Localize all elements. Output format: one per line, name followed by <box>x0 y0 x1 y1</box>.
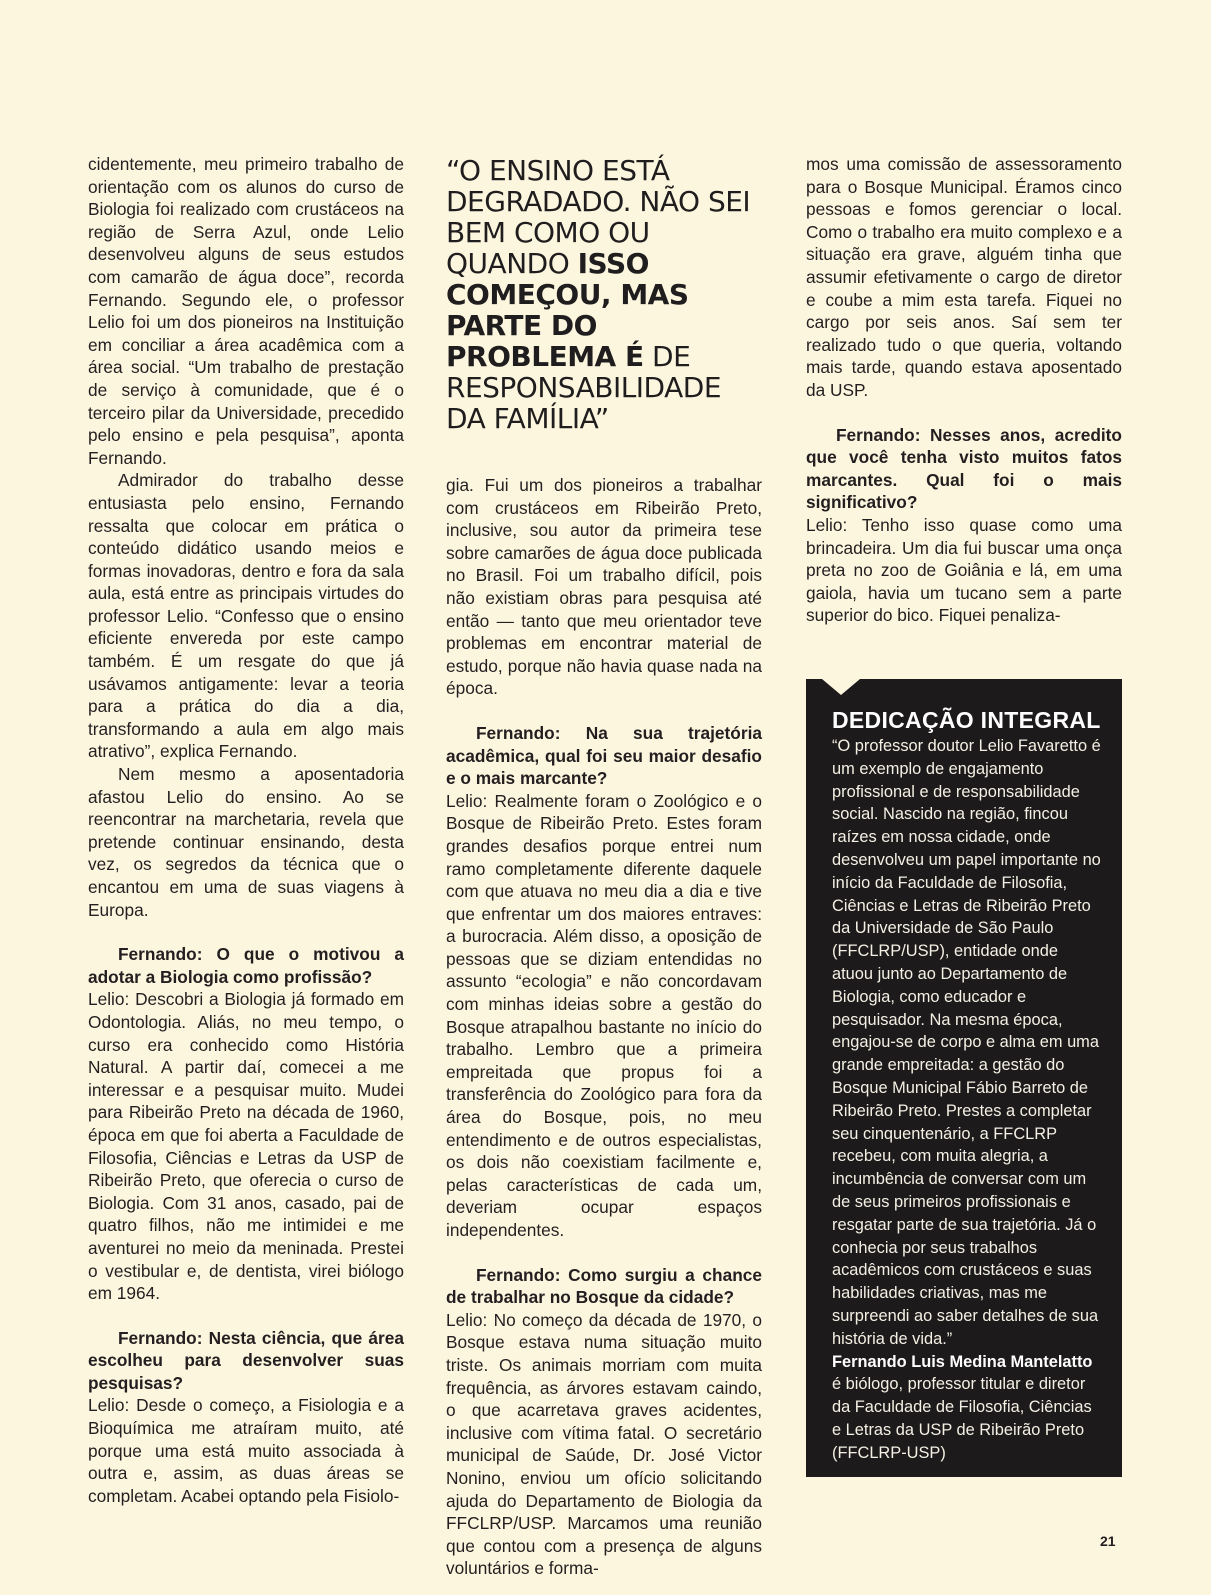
sidebar-box <box>806 679 1122 1477</box>
article-column-2 <box>446 153 762 1580</box>
paragraph: Admirador do trabalho desse entusiasta pelo ensino, Fernando ressalta que colocar em prática o conteúdo didático usando meios e formas inovadoras, dentro e fora da sala aula, está entre as principais virtudes do professor Lelio. “Confesso que o ensino eficiente envereda por este campo também. É um resgate do que já usávamos antigamente: levar a teoria para a prática do dia a dia, transformando a aula em algo mais atrativo”, explica Fernando. <box>88 470 404 762</box>
interview-answer: Lelio: Desde o começo, a Fisiologia e a Bioquímica me atraíram muito, até porque uma está muito associada à outra e, assim, as duas áreas se completam. Acabei optando pela Fisiolo- <box>88 1395 404 1506</box>
box-quote: “O professor doutor Lelio Favaretto é um exemplo de engajamento profissional e de responsabilidade social. Nascido na região, fincou raízes em nossa cidade, onde desenvolveu um papel importante no início da Faculdade de Filosofia, Ciências e Letras de Ribeirão Preto da Universidade de São Paulo (FFCLRP/USP), entidade onde atuou junto ao Departamento de Biologia, como educador e pesquisador. Na mesma época, engajou-se de corpo e alma em uma grande empreitada: a gestão do Bosque Municipal Fábio Barreto de Ribeirão Preto. Prestes a completar seu cinquentenário, a FFCLRP recebeu, com muita alegria, a incumbência de conversar com um de seus primeiros profissionais e resgatar parte de sua trajetória. Já o conhecia por seus trabalhos acadêmicos com crustáceos e suas habilidades criativas, mas me surpreendi ao saber detalhes de sua história de vida.” <box>832 737 1101 1348</box>
pull-quote-highlight: ISSO COMEÇOU, MAS PARTE DO PROBLEMA É <box>446 247 689 373</box>
box-title: DEDICAÇÃO INTEGRAL <box>832 707 1101 733</box>
interview-question: Fernando: O que o motivou a adotar a Biologia como profissão? <box>88 944 404 987</box>
box-author-credit <box>832 1351 1102 1465</box>
interview-question: Fernando: Nesta ciência, que área escolheu para desenvolver suas pesquisas? <box>88 1327 404 1393</box>
pull-quote-part: DE RESPONSABILIDADE DA FAMÍLIA” <box>446 340 722 435</box>
paragraph: cidentemente, meu primeiro trabalho de orientação com os alunos do curso de Biologia foi realizado com crustáceos na região de Serra Azul, onde Lelio desenvolveu alguns de seus estudos com camarão de água doce”, recorda Fernando. Segundo ele, o professor Lelio foi um dos pioneiros na Instituição em conciliar a área acadêmica com a área social. “Um trabalho de prestação de serviço à comunidade, que é o terceiro pilar da Universidade, precedido pelo ensino e pela pesquisa”, aponta Fernando. <box>88 154 404 468</box>
box-author-name: Fernando Luis Medina Mantelatto <box>832 1352 1093 1371</box>
box-author-description: é biólogo, professor titular e diretor da Faculdade de Filosofia, Ciências e Letras da USP de Ribeirão Preto (FFCLRP-USP) <box>832 1375 1092 1462</box>
interview-question: Fernando: Nesses anos, acredito que você tenha visto muitos fatos marcantes. Qual foi o mais significativo? <box>806 424 1122 513</box>
paragraph: gia. Fui um dos pioneiros a trabalhar com crustáceos em Ribeirão Preto, inclusive, sou autor da primeira tese sobre camarões de água doce publicada no Brasil. Foi um trabalho difícil, pois não existiam obras para pesquisa até então — tanto que meu orientador teve problemas em encontrar material de estudo, porque não havia quase nada na época. <box>446 475 762 699</box>
pull-quote <box>446 155 762 434</box>
paragraph: mos uma comissão de assessoramento para o Bosque Municipal. Éramos cinco pessoas e fomos gerenciar o local. Como o trabalho era muito complexo e a situação era grave, alguém tinha que assumir efetivamente o cargo de diretor e coube a mim esta tarefa. Fiquei no cargo por seis anos. Saí sem ter realizado tudo o que queria, voltando mais tarde, quando estava aposentado da USP. <box>806 154 1122 400</box>
paragraph: Nem mesmo a aposentadoria afastou Lelio do ensino. Ao se reencontrar na marchetaria, revela que pretende continuar ensinando, desta vez, os segredos da técnica que o encantou em uma de suas viagens à Europa. <box>88 764 404 920</box>
pull-quote-part: “O ENSINO ESTÁ DEGRADADO. NÃO SEI BEM COMO OU QUANDO <box>446 154 751 280</box>
interview-answer: Lelio: Descobri a Biologia já formado em Odontologia. Aliás, no meu tempo, o curso era conhecido como História Natural. A partir daí, comecei a me interessar e a pesquisar muito. Mudei para Ribeirão Preto na década de 1960, época em que foi aberta a Faculdade de Filosofia, Ciências e Letras da USP de Ribeirão Preto, que oferecia o curso de Biologia. Com 31 anos, casado, pai de quatro filhos, não me intimidei e me aventurei no meio da meninada. Prestei o vestibular e, de dentista, virei biólogo em 1964. <box>88 989 404 1304</box>
interview-question: Fernando: Como surgiu a chance de trabalhar no Bosque da cidade? <box>446 1264 762 1308</box>
interview-answer: Lelio: Tenho isso quase como uma brincadeira. Um dia fui buscar uma onça preta no zoo de Goiânia e lá, em uma gaiola, havia um tucano sem a parte superior do bico. Fiquei penaliza- <box>806 514 1122 626</box>
page-number: 21 <box>1100 1533 1116 1549</box>
interview-answer: Lelio: Realmente foram o Zoológico e o Bosque de Ribeirão Preto. Estes foram grandes desafios porque entrei num ramo completamente diferente daquele com que atuava no meu dia a dia e tive que enfrentar um dos maiores entraves: a burocracia. Além disso, a oposição de pessoas que se diziam entendidas no assunto “ecologia” e não concordavam com minhas ideias sobre a gestão do Bosque atrapalhou bastante no início do trabalho. Lembro que a primeira empreitada que propus foi a transferência do Zoológico para fora da área do Bosque, pois, no meu entendimento e de outros especialistas, os dois não coexistiam facilmente e, pelas características de cada um, deveriam ocupar espaços independentes. <box>446 790 762 1240</box>
interview-answer: Lelio: No começo da década de 1970, o Bosque estava numa situação muito triste. Os animais morriam com muita frequência, as árvores estavam caindo, o que acarretava graves acidentes, inclusive com vítima fatal. O secretário municipal de Saúde, Dr. José Victor Nonino, enviou um ofício solicitando ajuda do Departamento de Biologia da FFCLRP/USP. Marcamos uma reunião que contou com a presença de alguns voluntários e forma- <box>446 1309 762 1579</box>
interview-question: Fernando: Na sua trajetória acadêmica, qual foi seu maior desafio e o mais marcante? <box>446 722 762 789</box>
box-notch <box>822 679 860 695</box>
article-column-1 <box>88 153 404 1507</box>
article-column-3 <box>806 153 1122 627</box>
